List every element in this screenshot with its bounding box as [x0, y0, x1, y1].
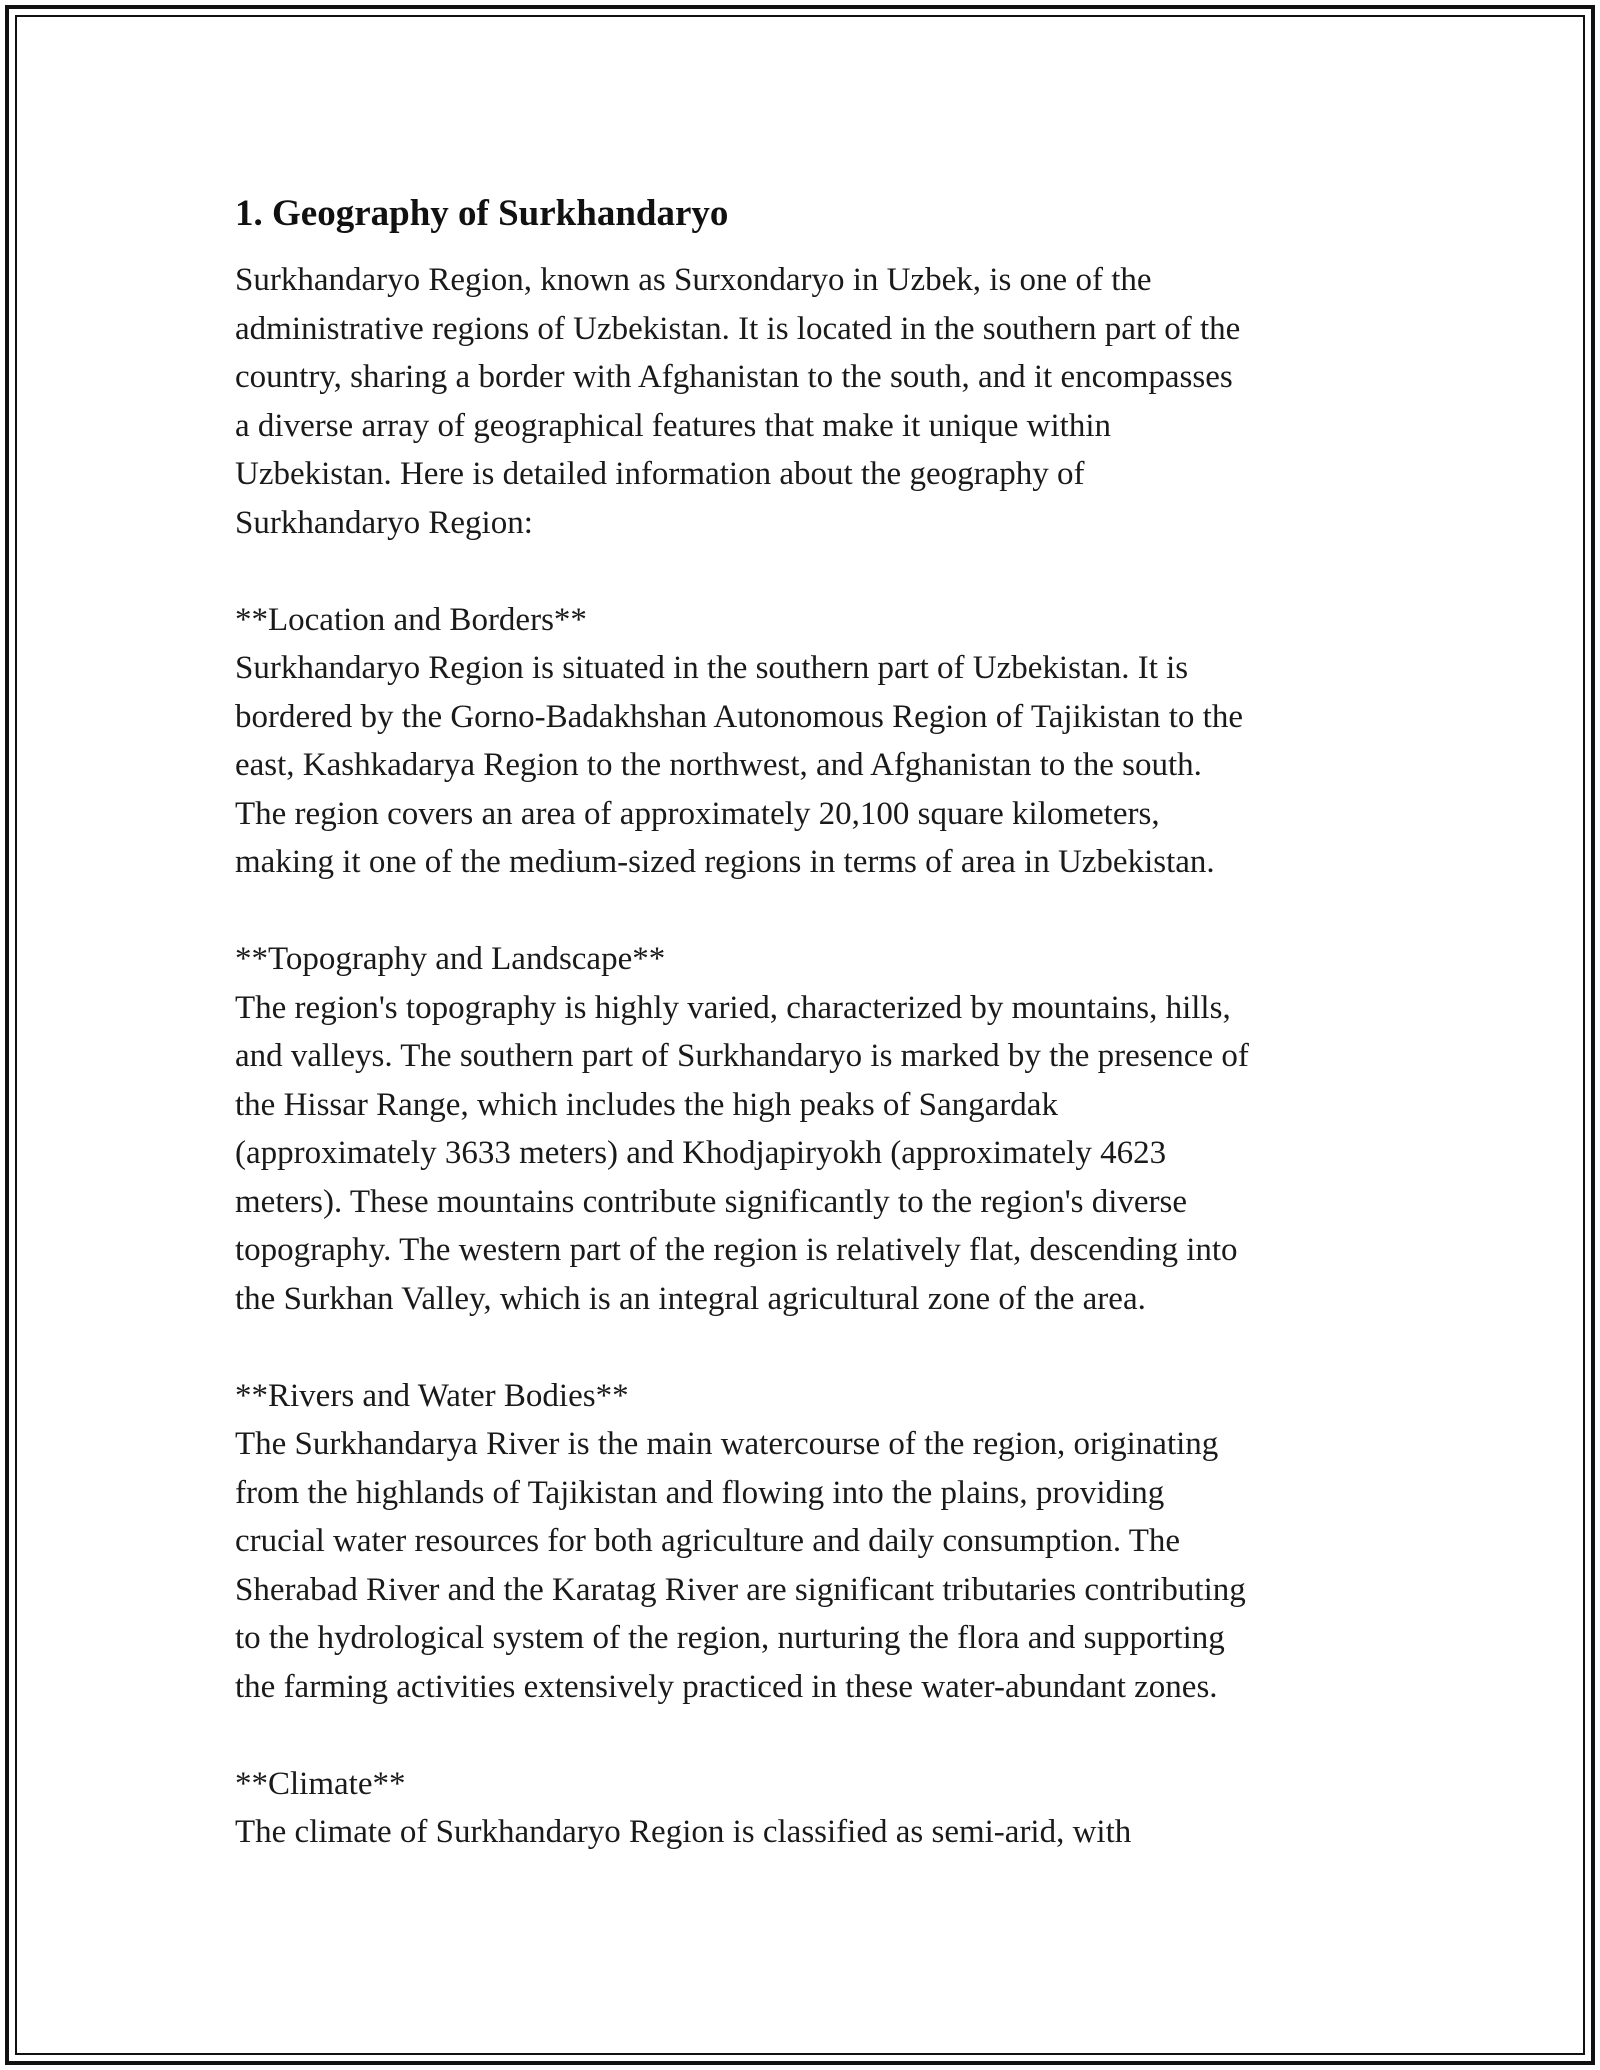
section-heading: **Rivers and Water Bodies** [235, 1377, 629, 1414]
section-climate [235, 1760, 1385, 1857]
section-topography-landscape [235, 935, 1385, 1323]
section-body: The Surkhandarya River is the main watercourse of the region, originating from the highlands of Tajikistan and flowing into the plains, providing crucial water resources for both agriculture and daily consumption. The Sherabad River and the Karatag River are significant tributaries contributing to the hydrological system of the region, nurturing the flora and supporting the farming activities extensively practiced in these water-abundant zones. [235, 1426, 1246, 1705]
section-location-borders [235, 596, 1385, 887]
section-heading: **Location and Borders** [235, 601, 587, 638]
section-heading: **Topography and Landscape** [235, 941, 666, 977]
intro-paragraph: Surkhandaryo Region, known as Surxondaryo in Uzbek, is one of the administrative regions of Uzbekistan. It is located in the southern part of the country, sharing a border with Afghanistan to the south, and it encompasses a diverse array of geographical features that make it unique within Uzbekistan. Here is detailed information about the geography of Surkhandaryo Region: [235, 262, 1241, 541]
document-title: 1. Geography of Surkhandaryo [235, 193, 729, 234]
section-body: The region's topography is highly varied, characterized by mountains, hills, and valleys. The southern part of Surkhandaryo is marked by the presence of the Hissar Range, which includes the high peaks of Sangardak (approximately 3633 meters) and Khodjapiryokh (approximately 4623 meters). These mountains contribute significantly to the region's diverse topography. The western part of the region is relatively flat, descending into the Surkhan Valley, which is an integral agricultural zone of the area. [235, 989, 1249, 1317]
section-body: The climate of Surkhandaryo Region is classified as semi-arid, with [235, 1814, 1132, 1850]
document-body [235, 182, 1385, 1857]
section-heading: **Climate** [235, 1765, 406, 1802]
section-rivers-water-bodies [235, 1372, 1385, 1712]
section-body: Surkhandaryo Region is situated in the southern part of Uzbekistan. It is bordered by the Gorno-Badakhshan Autonomous Region of Tajikistan to the east, Kashkadarya Region to the northwest, and Afghanistan to the south. The region covers an area of approximately 20,100 square kilometers, making it one of the medium-sized regions in terms of area in Uzbekistan. [235, 650, 1243, 880]
